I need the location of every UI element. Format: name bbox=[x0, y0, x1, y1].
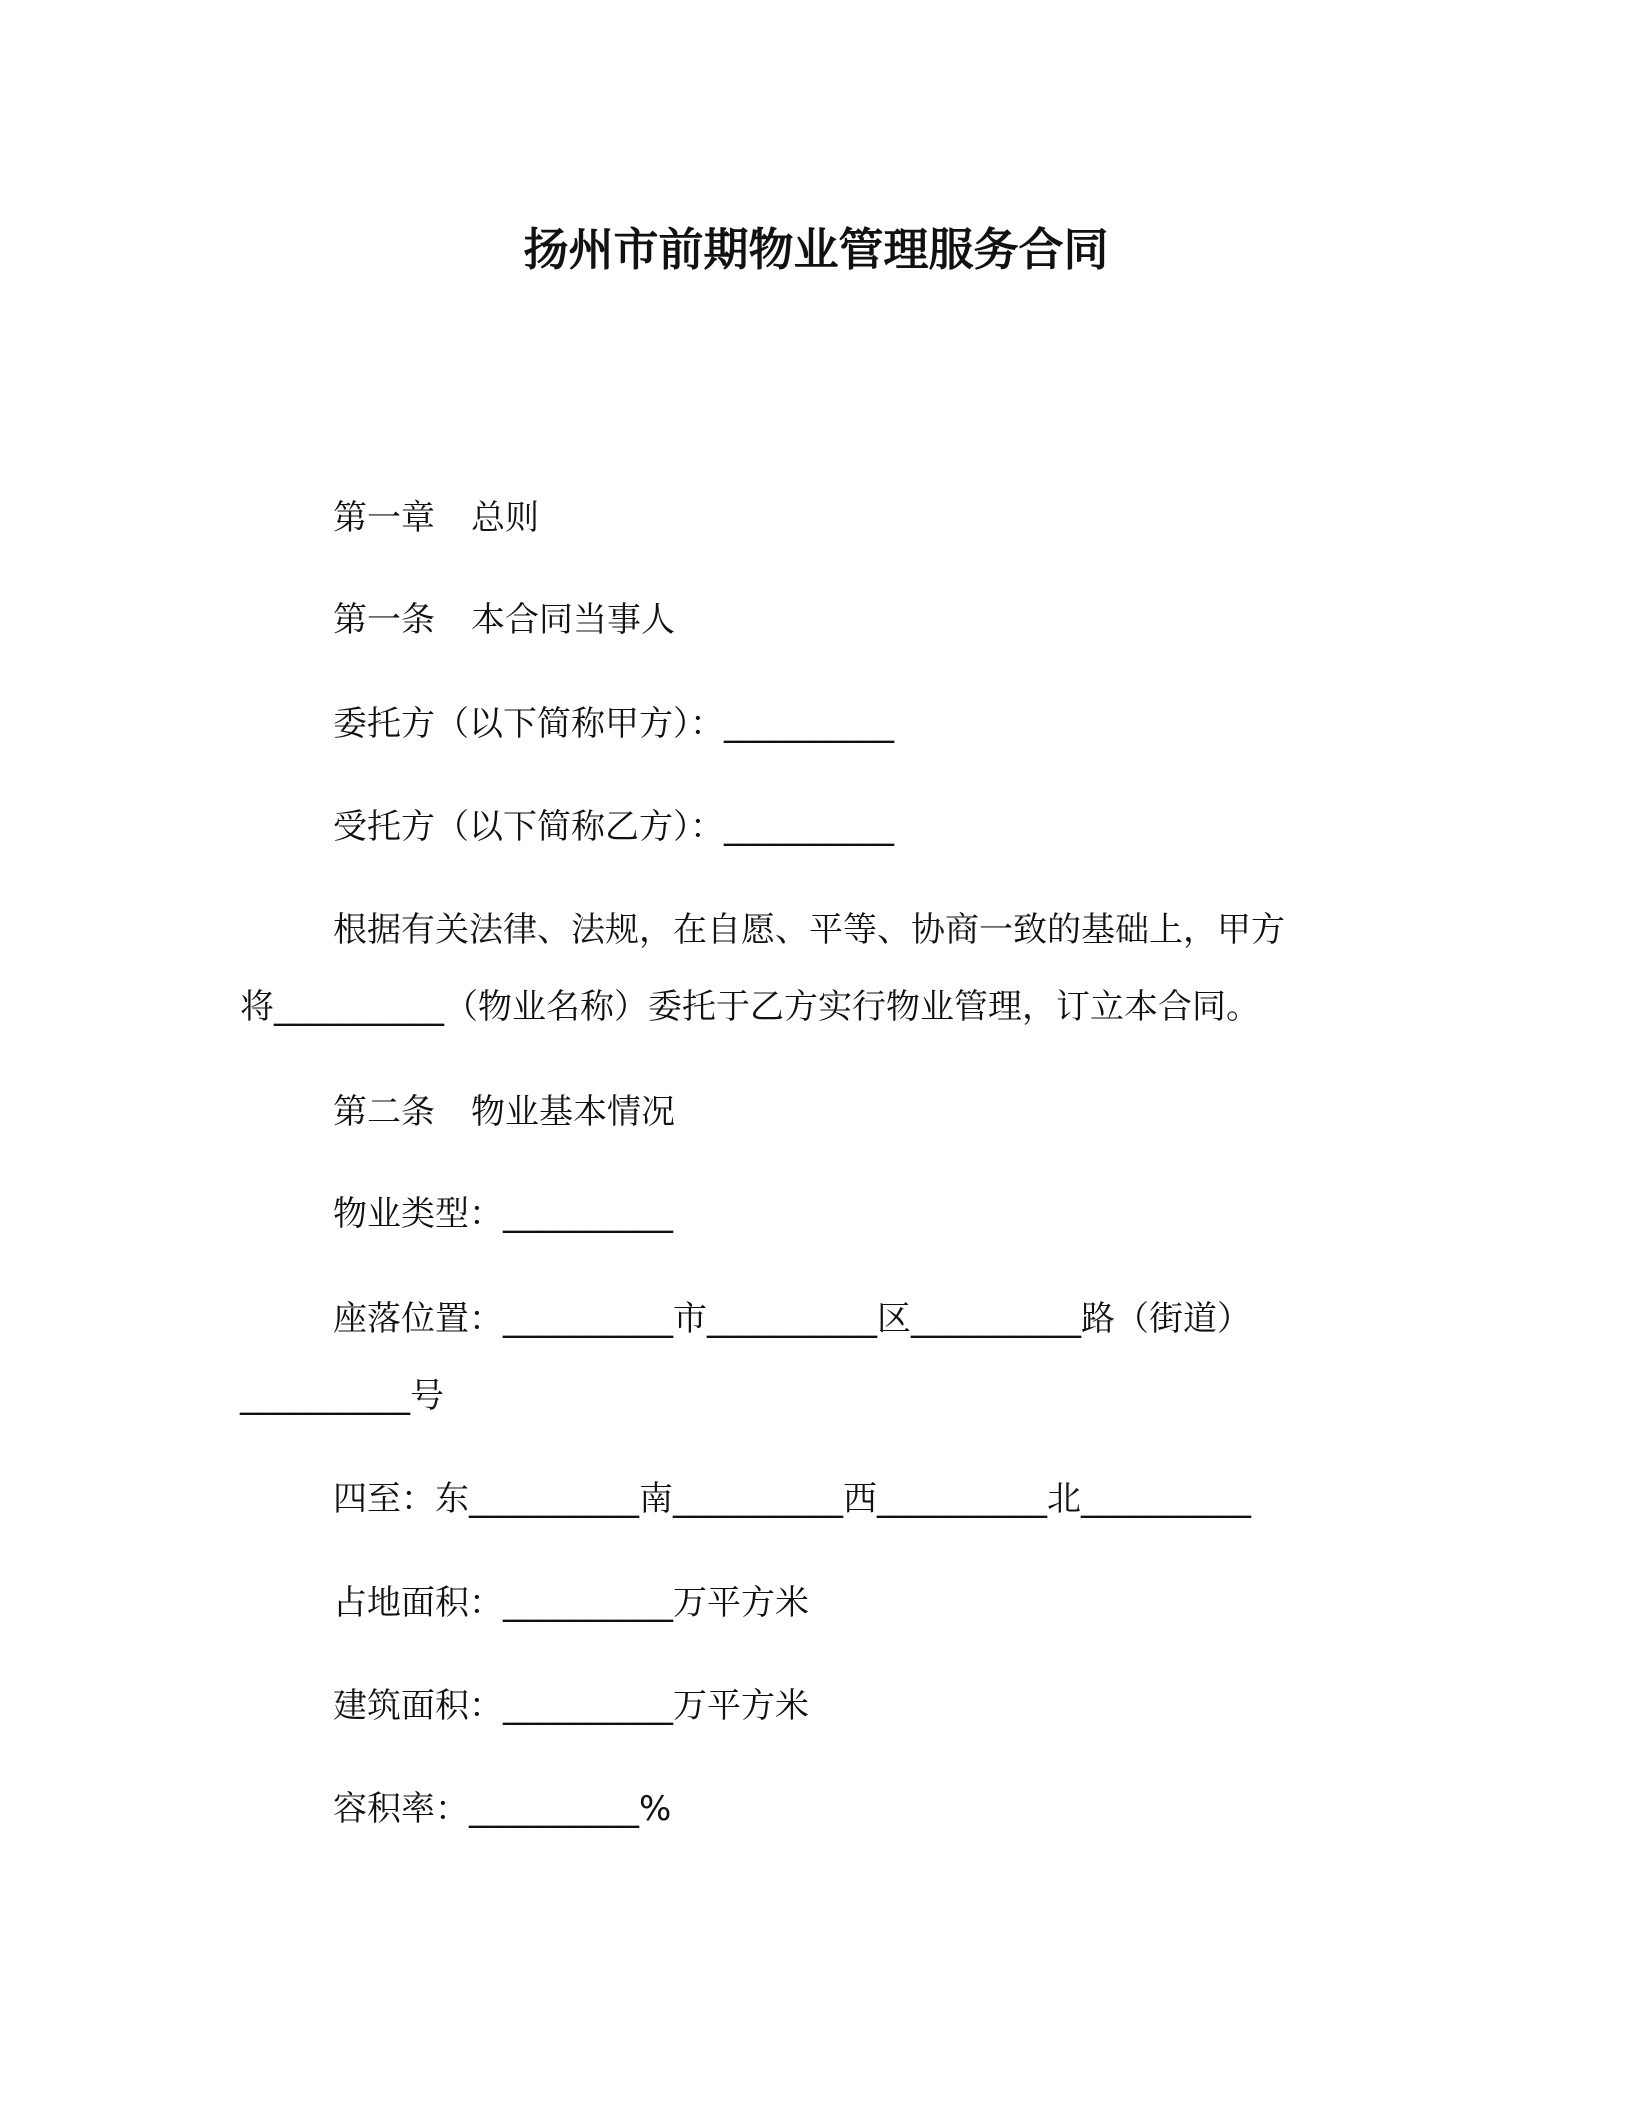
party-b-line: 受托方（以下简称乙方）：__________ bbox=[333, 807, 894, 847]
building-area-line: 建筑面积：__________万平方米 bbox=[333, 1686, 809, 1726]
land-area-line: 占地面积：__________万平方米 bbox=[333, 1583, 809, 1623]
chapter-heading bbox=[333, 496, 539, 540]
article-1-name: 本合同当事人 bbox=[471, 600, 675, 640]
party-a-line: 委托方（以下简称甲方）：__________ bbox=[333, 704, 894, 744]
plot-ratio-line: 容积率：__________% bbox=[333, 1789, 672, 1829]
boundaries-line: 四至：东__________南__________西__________北__________ bbox=[333, 1479, 1251, 1519]
article-1-number: 第一条 bbox=[333, 600, 435, 640]
preamble-line-2: 将__________（物业名称）委托于乙方实行物业管理，订立本合同。 bbox=[240, 987, 1260, 1027]
property-type-line: 物业类型：__________ bbox=[333, 1194, 673, 1234]
article-2-name: 物业基本情况 bbox=[471, 1092, 675, 1132]
article-2-heading bbox=[333, 1090, 675, 1134]
chapter-name: 总则 bbox=[471, 498, 539, 538]
article-1-heading bbox=[333, 598, 675, 642]
location-line-2: __________号 bbox=[240, 1376, 444, 1416]
location-line-1: 座落位置：__________市__________区__________路（街道） bbox=[333, 1299, 1251, 1339]
article-2-number: 第二条 bbox=[333, 1092, 435, 1132]
document-title: 扬州市前期物业管理服务合同 bbox=[523, 223, 1109, 276]
chapter-number: 第一章 bbox=[333, 498, 435, 538]
preamble-line-1: 根据有关法律、法规，在自愿、平等、协商一致的基础上，甲方 bbox=[333, 910, 1285, 950]
